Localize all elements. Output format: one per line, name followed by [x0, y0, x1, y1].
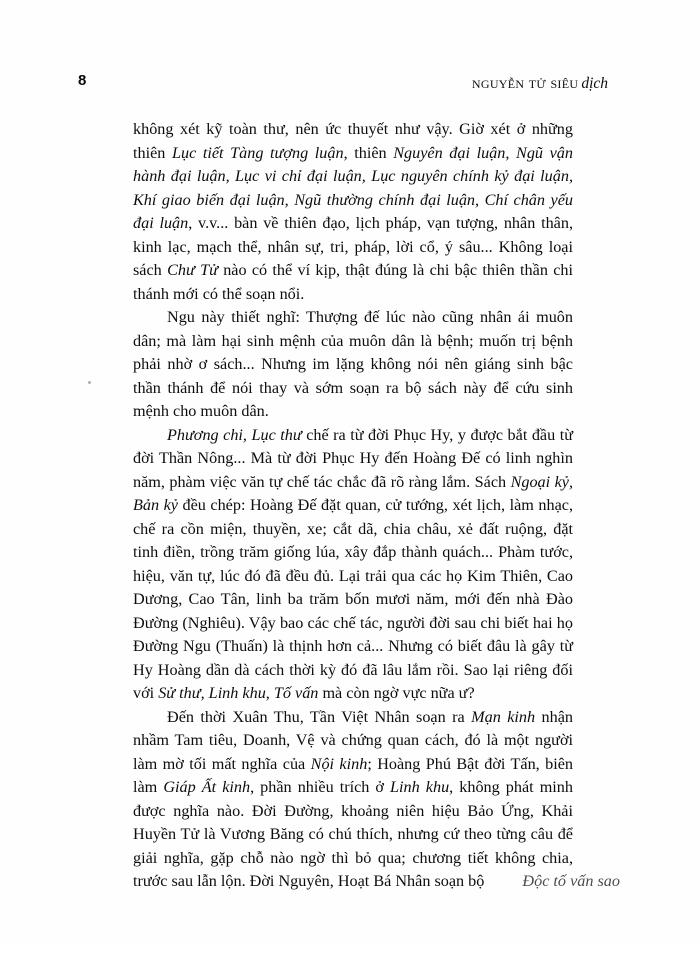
italic-title: Ngoại kỷ, Bản kỷ	[133, 472, 573, 514]
text-run: không xét kỹ toàn thư, nên ức thuyết như vậy. Giờ xét ở những thiên	[133, 120, 573, 162]
italic-title: Chư Tử	[167, 261, 218, 279]
page-number: 8	[78, 72, 87, 89]
italic-title: Phương chi, Lục thư	[167, 425, 302, 444]
translator-role: dịch	[581, 75, 608, 92]
scan-bottom-fade	[0, 920, 700, 960]
text-run: chế ra từ đời Phục Hy, y được bắt đầu từ đời Thần Nông... Mà từ đời Phục Hy đến Hoàng Đế có linh nghìn năm, phàm việc văn tự chế tác chắc đã rõ ràng lắm. Sách	[133, 425, 573, 491]
text-run: nào có thể ví kịp, thật đúng là chi bậc thiên thần chi thánh mới có thể soạn nổi.	[133, 261, 573, 303]
text-run: mà còn ngờ vực nữa ư?	[318, 684, 475, 702]
scan-speck	[88, 381, 91, 384]
body-paragraph	[133, 706, 620, 894]
text-run: Ngu này thiết nghĩ: Thượng đế lúc nào cũng nhân ái muôn dân; mà làm hại sinh mệnh của muôn dân là bệnh; muốn trị bệnh phải nhờ ơ sách... Nhưng im lặng không nói nên giáng sinh bậc thần thánh để nói thay và sớm soạn ra bộ sách này để cứu sinh mệnh cho muôn dân.	[133, 308, 573, 420]
text-run: nhận nhầm Tam tiêu, Doanh, Vệ và chứng quan cách, đó là một người làm mờ tối mất nghĩa của	[133, 707, 574, 773]
italic-title: Lục tiết Tàng tượng luận	[171, 143, 344, 162]
text-run: , phần nhiều trích ở	[250, 778, 391, 796]
body-paragraph	[133, 118, 573, 306]
text-run: , v.v... bàn về thiên đạo, lịch pháp, vạn tượng, nhân thân, kinh lạc, mạch thể, nhân sự, tri, pháp, lời cổ, ý sâu... Không loại sách	[133, 214, 573, 279]
italic-title: Sử thư, Linh khu, Tố vấn	[158, 684, 319, 702]
italic-title: Linh khu	[390, 778, 450, 796]
clipped-italic-title: Độc tố vấn sao	[522, 872, 620, 890]
text-run: , thiên	[343, 143, 394, 162]
italic-title: Giáp Ất kinh	[163, 778, 251, 796]
body-paragraph	[133, 424, 573, 706]
body-text	[133, 118, 620, 894]
text-run: đều chép: Hoàng Đế đặt quan, cử tướng, xét lịch, làm nhạc, chế ra cồn miện, thuyền, xe; cắt dã, chia châu, xẻ đất ruộng, đặt tinh điền, trồng trăm giống lúa, xây đắp thành quách... Phàm tước, hiệu, văn tự, lúc đó đã đều đủ. Lại trải qua các họ Kim Thiên, Cao Dương, Cao Tân, linh ba trăm bốn mươi năm, mới đến nhà Đào Đường (Nghiêu). Vậy bao các chế tác, người đời sau chi biết hai họ Đường Ngu (Thuấn) là thịnh hơn cả... Nhưng có biết đâu là gây từ Hy Hoàng dần dà cách thời kỳ đó đã lâu lắm rồi. Sao lại riêng đối với	[133, 496, 573, 702]
italic-title: Mạn kinh	[471, 707, 536, 726]
text-run: Đến thời Xuân Thu, Tần Việt Nhân soạn ra	[167, 707, 472, 726]
body-paragraph	[133, 306, 573, 424]
text-run: ; Hoàng Phú Bật đời Tấn, biên làm	[133, 754, 574, 796]
italic-title: Nội kinh	[310, 754, 368, 773]
running-head-title	[472, 73, 608, 94]
italic-title: Nguyên đại luận, Ngũ vận hành đại luận, Lục vi chỉ đại luận, Lục nguyên chính kỷ đại luận, Khí giao biến đại luận, Ngũ thường chính đại luận, Chí chân yếu đại luận	[133, 143, 573, 232]
text-run: , không phát minh được nghĩa nào. Đời Đường, khoảng niên hiệu Bảo Ứng, Khải Huyền Tử là Vương Băng có chú thích, nhưng cứ theo từng câu để giải nghĩa, gặp chỗ nào ngờ thì bỏ qua; chương tiết không chia, trước sau lẫn lộn. Đời Nguyên, Hoạt Bá Nhân soạn bộ	[133, 778, 573, 890]
running-head	[78, 72, 608, 98]
author-name: nguyễn tử siêu	[471, 73, 579, 92]
